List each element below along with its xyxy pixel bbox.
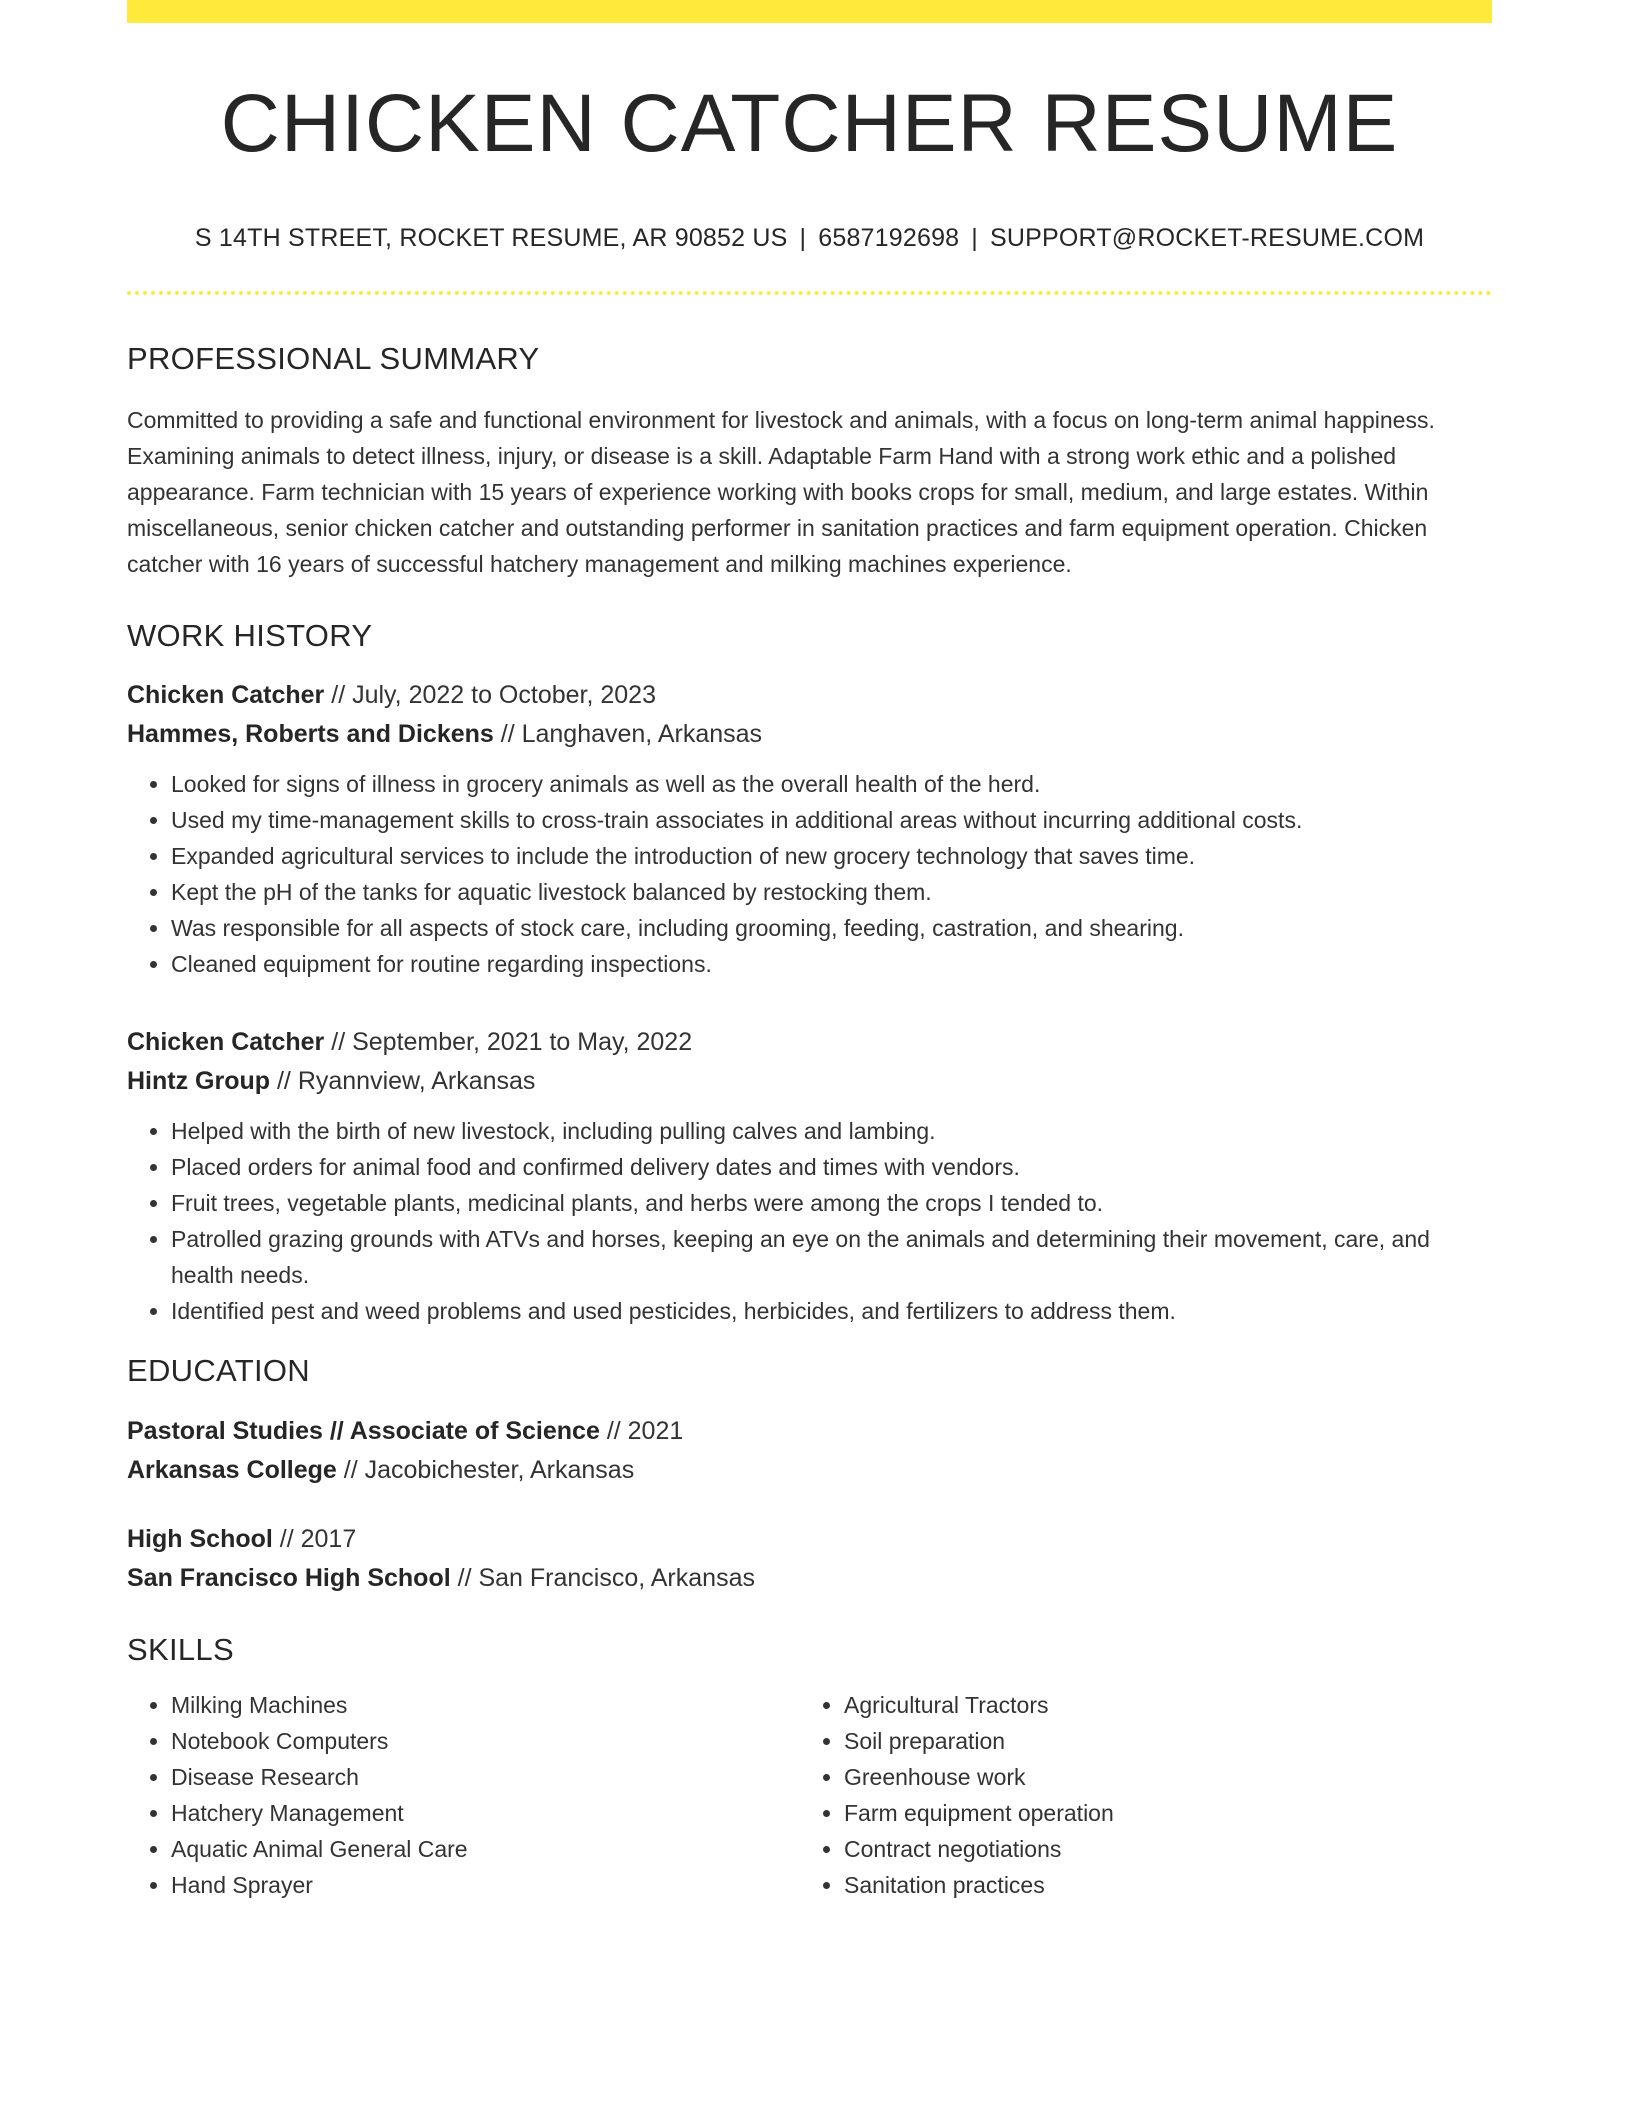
- job-bullet: • Identified pest and weed problems and used pesticides, herbicides, and fertilizers to address them.: [171, 1293, 1492, 1329]
- skills-column-right: [800, 1687, 1473, 1903]
- job-bullet: • Used my time-management skills to cross-train associates in additional areas without incurring additional costs.: [171, 802, 1492, 838]
- summary-heading: PROFESSIONAL SUMMARY: [127, 341, 540, 376]
- skill-item: • Greenhouse work: [844, 1759, 1473, 1795]
- job-location: // Langhaven, Arkansas: [493, 720, 763, 748]
- job-entry: [127, 676, 1492, 982]
- job-bullet: • Was responsible for all aspects of stock care, including grooming, feeding, castration, and shearing.: [171, 910, 1492, 946]
- resume-page: [127, 0, 1492, 1903]
- job-company: Hammes, Roberts and Dickens: [127, 720, 494, 748]
- accent-bar: [127, 0, 1492, 23]
- education-school: Arkansas College: [127, 1456, 337, 1484]
- contact-address: S 14TH STREET, ROCKET RESUME, AR 90852 US: [194, 224, 788, 252]
- education-degree-line: [127, 1520, 1492, 1559]
- education-year: // 2021: [599, 1417, 684, 1445]
- job-company-line: [127, 1062, 1492, 1101]
- skill-item: • Notebook Computers: [171, 1723, 800, 1759]
- job-title-line: [127, 676, 1492, 715]
- contact-email: SUPPORT@ROCKET-RESUME.COM: [989, 224, 1425, 252]
- skill-item: • Disease Research: [171, 1759, 800, 1795]
- education-school: San Francisco High School: [127, 1564, 451, 1592]
- work-history-heading: WORK HISTORY: [127, 618, 373, 653]
- skills-list: [127, 1687, 1492, 1903]
- job-bullets: [127, 1113, 1492, 1329]
- job-bullet: • Looked for signs of illness in grocery animals as well as the overall health of the herd.: [171, 766, 1492, 802]
- education-year: // 2017: [272, 1525, 357, 1553]
- education-school-line: [127, 1451, 1492, 1490]
- skill-item: • Sanitation practices: [844, 1867, 1473, 1903]
- contact-separator: |: [799, 224, 807, 252]
- job-role: Chicken Catcher: [127, 1028, 325, 1056]
- contact-phone: 6587192698: [818, 224, 960, 252]
- job-entry: [127, 1023, 1492, 1329]
- education-entry: [127, 1412, 1492, 1490]
- education-location: // Jacobichester, Arkansas: [336, 1456, 635, 1484]
- skill-item: • Milking Machines: [171, 1687, 800, 1723]
- summary-text: Committed to providing a safe and functional environment for livestock and animals, with a focus on long-term animal happiness. Examining animals to detect illness, injury, or disease is a skill. Adaptable Farm Hand with a strong work ethic and a polished appearance. Farm technician with 15 years of experience working with books crops for small, medium, and large estates. Within miscellaneous, senior chicken catcher and outstanding performer in sanitation practices and farm equipment operation. Chicken catcher with 16 years of successful hatchery management and milking machines experience.: [127, 407, 1435, 577]
- job-dates: // September, 2021 to May, 2022: [324, 1028, 693, 1056]
- skill-item: • Hand Sprayer: [171, 1867, 800, 1903]
- skill-item: • Contract negotiations: [844, 1831, 1473, 1867]
- skill-item: • Hatchery Management: [171, 1795, 800, 1831]
- job-company: Hintz Group: [127, 1067, 271, 1095]
- education-school-line: [127, 1559, 1492, 1598]
- education-degree-line: [127, 1412, 1492, 1451]
- job-bullet: • Fruit trees, vegetable plants, medicinal plants, and herbs were among the crops I tended to.: [171, 1185, 1492, 1221]
- job-bullets: [127, 766, 1492, 982]
- skill-item: • Agricultural Tractors: [844, 1687, 1473, 1723]
- contact-line: [127, 226, 1492, 251]
- skill-item: • Farm equipment operation: [844, 1795, 1473, 1831]
- job-bullet: • Patrolled grazing grounds with ATVs and horses, keeping an eye on the animals and determining their movement, care, and health needs.: [171, 1221, 1492, 1293]
- education-heading: EDUCATION: [127, 1353, 310, 1388]
- education-entry: [127, 1520, 1492, 1598]
- dotted-divider: [127, 291, 1492, 295]
- job-title-line: [127, 1023, 1492, 1062]
- skills-column-left: [127, 1687, 800, 1903]
- skill-item: • Aquatic Animal General Care: [171, 1831, 800, 1867]
- job-location: // Ryannview, Arkansas: [270, 1067, 536, 1095]
- job-bullet: • Kept the pH of the tanks for aquatic livestock balanced by restocking them.: [171, 874, 1492, 910]
- education-location: // San Francisco, Arkansas: [450, 1564, 755, 1592]
- resume-title: CHICKEN CATCHER RESUME: [220, 78, 1399, 169]
- skills-heading: SKILLS: [127, 1632, 234, 1667]
- job-dates: // July, 2022 to October, 2023: [324, 681, 656, 709]
- job-bullet: • Helped with the birth of new livestock, including pulling calves and lambing.: [171, 1113, 1492, 1149]
- job-company-line: [127, 715, 1492, 754]
- skill-item: • Soil preparation: [844, 1723, 1473, 1759]
- job-role: Chicken Catcher: [127, 681, 325, 709]
- job-bullet: • Placed orders for animal food and confirmed delivery dates and times with vendors.: [171, 1149, 1492, 1185]
- education-degree: Pastoral Studies // Associate of Science: [127, 1417, 600, 1445]
- job-bullet: • Expanded agricultural services to include the introduction of new grocery technology that saves time.: [171, 838, 1492, 874]
- education-degree: High School: [127, 1525, 273, 1553]
- contact-separator: |: [971, 224, 978, 252]
- job-bullet: • Cleaned equipment for routine regarding inspections.: [171, 946, 1492, 982]
